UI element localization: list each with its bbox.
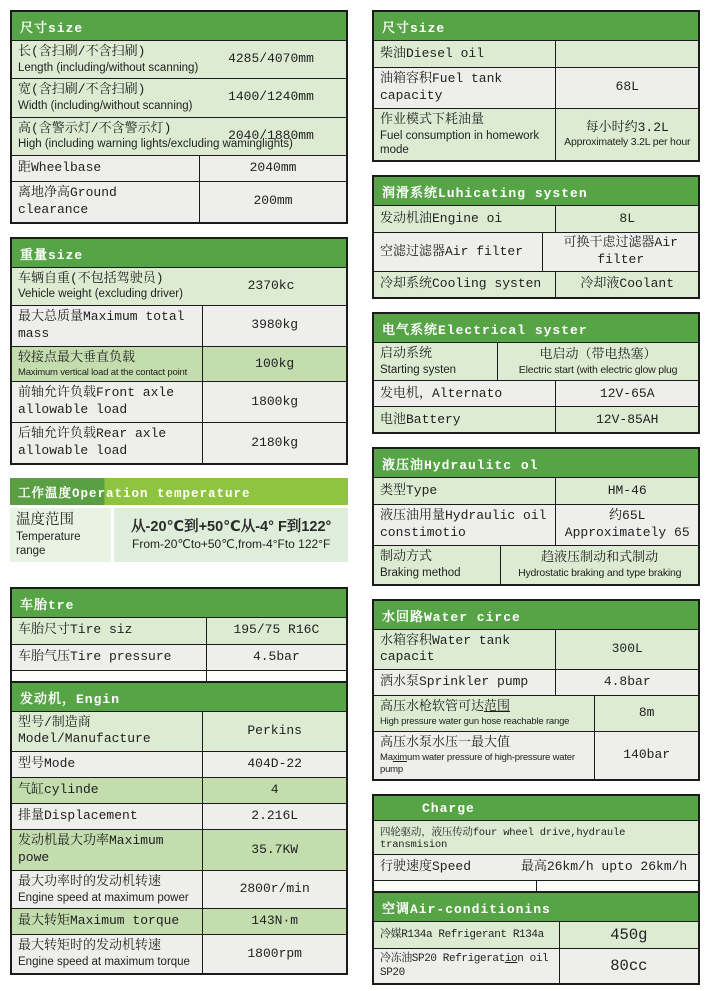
label-cell bbox=[374, 630, 555, 670]
table-weight-title: 重量size bbox=[12, 239, 346, 268]
label-line-cn: 排量Displacement bbox=[18, 808, 138, 824]
label-line-cn: 高压水泵水压一最大值 bbox=[380, 735, 511, 751]
label-line-cn bbox=[380, 952, 553, 981]
value-cell bbox=[555, 109, 698, 161]
table-engine-row bbox=[12, 803, 346, 829]
table-electrical-system-row bbox=[374, 343, 698, 380]
table-lubricating-system-row bbox=[374, 232, 698, 271]
value-cell bbox=[542, 233, 698, 271]
label-line-cn: 长(含扫刷/不含扫刷) bbox=[18, 44, 146, 59]
label-cell bbox=[12, 830, 202, 870]
table-operation-temperature bbox=[10, 478, 348, 562]
value-cell bbox=[497, 343, 698, 380]
value-line: 8L bbox=[619, 210, 636, 226]
table-tire-row bbox=[12, 670, 346, 681]
value-line: 从-20℃到+50℃从-4° F到122° bbox=[131, 518, 332, 535]
label-line-cn: 电池Battery bbox=[380, 411, 461, 427]
table-engine-row bbox=[12, 829, 346, 870]
label-cell bbox=[374, 407, 555, 432]
table-electrical-system-row bbox=[374, 380, 698, 406]
value-line: 100kg bbox=[255, 355, 295, 371]
label-cell bbox=[374, 233, 542, 271]
value-cell bbox=[555, 478, 698, 504]
label-line-en: Fuel consumption in homework mode bbox=[380, 129, 540, 157]
label-line-cn: 类型Type bbox=[380, 483, 438, 499]
label-line-cn: 型号Mode bbox=[18, 756, 76, 772]
label-cell bbox=[12, 752, 202, 777]
table-charge-title: Charge bbox=[374, 796, 698, 821]
value-cell bbox=[555, 41, 698, 67]
label-cell bbox=[12, 347, 202, 382]
value-line: 4 bbox=[270, 782, 279, 798]
label-line-cn: 发电机，Alternato bbox=[380, 385, 503, 401]
value-line: 趋液压制动和式制动 bbox=[541, 549, 659, 565]
label-line-en: Engine speed at maximum torque bbox=[18, 956, 190, 969]
value-cell bbox=[559, 922, 698, 948]
table-fuel-row bbox=[374, 67, 698, 108]
value-line-2: Electric start (with electric glow plug bbox=[518, 363, 678, 376]
table-water-circuit-title: 水回路Water circe bbox=[374, 601, 698, 630]
label-cell bbox=[374, 272, 555, 297]
value-cell bbox=[202, 712, 346, 752]
label-cell bbox=[374, 343, 497, 380]
label-line-cn: 行驶速度Speed bbox=[380, 858, 472, 874]
label-cell bbox=[12, 423, 202, 463]
table-lubricating-system-title: 润滑系统Luhicating systen bbox=[374, 177, 698, 206]
left-column bbox=[10, 10, 348, 975]
label-line-en-underlined: xim bbox=[392, 751, 407, 763]
label-line-en-segment: um water pressure of high-pressure water pump bbox=[380, 751, 575, 775]
value-line: 1800rpm bbox=[247, 945, 302, 961]
value-cell bbox=[202, 306, 346, 346]
label-line-cn: 液压油用量Hydraulic oil constimotio bbox=[380, 508, 547, 541]
label-cell bbox=[10, 508, 111, 562]
label-line-cn: 前轴允许负载Front axle allowable load bbox=[18, 385, 175, 418]
table-air-conditioning-title: 空调Air-conditionins bbox=[374, 893, 698, 922]
value-line: 可换干虑过滤器Air filter bbox=[563, 235, 678, 268]
label-line-cn: 宽(含扫刷/不含扫刷) bbox=[18, 82, 146, 98]
label-line-en: Length (including/without scanning) bbox=[18, 61, 199, 74]
table-water-circuit-row bbox=[374, 630, 698, 670]
table-weight-row bbox=[12, 305, 346, 346]
value-cell bbox=[202, 752, 346, 777]
value-cell bbox=[206, 671, 346, 681]
table-charge-row bbox=[374, 821, 698, 854]
value-line: 68L bbox=[615, 79, 639, 95]
value-cell bbox=[202, 909, 346, 934]
label-line-cn: 型号/制造商Model/Manufacture bbox=[18, 714, 151, 747]
table-engine-row bbox=[12, 908, 346, 934]
value-line: 404D-22 bbox=[247, 756, 302, 772]
label-line-cn: 水箱容积Water tank capacit bbox=[380, 632, 511, 665]
table-weight-row bbox=[12, 381, 346, 422]
value-line: 8m bbox=[638, 705, 655, 721]
label-line-en: Braking method bbox=[380, 567, 461, 580]
value-cell bbox=[555, 272, 698, 297]
table-electrical-system-title: 电气系统Electrical syster bbox=[374, 314, 698, 343]
label-line-cn: 最大总质量Maximum total mass bbox=[18, 308, 185, 341]
label-cell bbox=[374, 381, 555, 406]
value-cell bbox=[196, 79, 346, 116]
value-line: 1400/1240mm bbox=[228, 89, 314, 105]
value-line: 300L bbox=[611, 640, 643, 656]
table-weight-row bbox=[12, 268, 346, 305]
value-line: 2040/1880mm bbox=[228, 127, 314, 143]
table-engine-row bbox=[12, 777, 346, 803]
table-weight-row bbox=[12, 346, 346, 382]
table-air-conditioning-row bbox=[374, 922, 698, 948]
table-air-conditioning-row bbox=[374, 948, 698, 984]
label-cell bbox=[12, 618, 206, 644]
value-line: 4285/4070mm bbox=[228, 51, 314, 67]
table-dimensions-row bbox=[12, 41, 346, 78]
value-line: 2800r/min bbox=[239, 881, 310, 897]
value-cell bbox=[199, 156, 346, 181]
label-cell bbox=[374, 949, 559, 984]
value-line: 3980kg bbox=[251, 317, 299, 333]
value-cell bbox=[559, 949, 698, 984]
label-cell bbox=[12, 156, 199, 181]
table-weight bbox=[10, 237, 348, 465]
label-cell bbox=[12, 671, 206, 681]
table-engine-row bbox=[12, 934, 346, 972]
label-line-cn: 最大转矩时的发动机转速 bbox=[18, 938, 162, 954]
label-cell bbox=[12, 871, 202, 908]
value-line: 4.5bar bbox=[252, 648, 300, 664]
label-line-cn: 最大功率时的发动机转速 bbox=[18, 874, 162, 890]
table-dimensions-title: 尺寸size bbox=[12, 12, 346, 41]
value-cell bbox=[206, 618, 346, 644]
value-line: 12V-85AH bbox=[596, 411, 659, 427]
value-cell bbox=[555, 630, 698, 670]
label-cell bbox=[374, 505, 555, 545]
table-electrical-system bbox=[372, 312, 700, 434]
table-electrical-system-row bbox=[374, 406, 698, 432]
table-hydraulic-oil-row bbox=[374, 504, 698, 545]
label-line-cn: 后轴允许负载Rear axle allowable load bbox=[18, 426, 167, 459]
value-line-2: Approximately 3.2L per hour bbox=[564, 136, 691, 149]
label-cell bbox=[374, 922, 559, 948]
value-line-2: From-20℃to+50℃,from-4°Fto 122°F bbox=[132, 536, 331, 551]
value-line: 2370kc bbox=[247, 277, 295, 293]
table-hydraulic-oil-row bbox=[374, 545, 698, 583]
table-tire-row bbox=[12, 644, 346, 670]
label-line-cn: 空滤过滤器Air filter bbox=[380, 243, 524, 259]
value-cell bbox=[594, 696, 698, 731]
value-line: 140bar bbox=[623, 746, 671, 762]
label-cell bbox=[12, 909, 202, 934]
value-line: 冷却液Coolant bbox=[580, 276, 675, 292]
value-line: 最高26km/h upto 26km/h bbox=[520, 858, 688, 874]
label-cell bbox=[374, 68, 555, 108]
value-cell bbox=[111, 508, 348, 562]
value-line: 电启动（带电热塞） bbox=[539, 346, 657, 362]
table-hydraulic-oil-row bbox=[374, 478, 698, 504]
label-line-en bbox=[380, 752, 588, 776]
label-cell bbox=[374, 670, 555, 695]
label-cell bbox=[374, 41, 555, 67]
label-line-cn-segment: 冷冻油SP20 Refrigerat bbox=[380, 952, 505, 965]
value-line: HM-46 bbox=[607, 483, 647, 499]
table-water-circuit-row bbox=[374, 695, 698, 731]
label-line-cn: 制动方式 bbox=[380, 549, 433, 565]
value-line: Perkins bbox=[247, 722, 302, 738]
table-dimensions-row bbox=[12, 181, 346, 222]
value-cell bbox=[202, 830, 346, 870]
table-dimensions-row bbox=[12, 155, 346, 181]
value-line: 200mm bbox=[253, 193, 293, 209]
label-line-cn: 车胎气压Tire pressure bbox=[18, 648, 172, 664]
value-line: 2040mm bbox=[249, 159, 297, 175]
value-line: 2.216L bbox=[251, 808, 299, 824]
table-air-conditioning bbox=[372, 891, 700, 986]
table-charge-row bbox=[374, 880, 698, 891]
value-line: 35.7KW bbox=[251, 841, 299, 857]
value-cell bbox=[202, 778, 346, 803]
label-cell bbox=[12, 778, 202, 803]
table-fuel-row bbox=[374, 108, 698, 161]
table-dimensions-row bbox=[12, 117, 346, 155]
label-cell bbox=[374, 732, 594, 779]
table-water-circuit-row bbox=[374, 731, 698, 779]
value-cell bbox=[202, 935, 346, 972]
table-engine bbox=[10, 681, 348, 975]
table-lubricating-system bbox=[372, 175, 700, 299]
table-hydraulic-oil bbox=[372, 447, 700, 585]
label-line-cn: 油箱容积Fuel tank capacity bbox=[380, 71, 503, 103]
table-engine-title: 发动机，Engin bbox=[12, 683, 346, 712]
value-line: 12V-65A bbox=[599, 385, 655, 401]
label-line-cn: 距Wheelbase bbox=[18, 159, 102, 175]
label-line-cn-underlined: io bbox=[504, 952, 518, 965]
table-hydraulic-oil-title: 液压油Hydraulitc ol bbox=[374, 449, 698, 478]
label-line-en-segment: Ma bbox=[380, 751, 393, 763]
label-cell bbox=[374, 206, 555, 232]
value-cell bbox=[196, 118, 346, 155]
label-line-cn: 柴油Diesel oil bbox=[380, 45, 485, 61]
table-fuel bbox=[372, 10, 700, 162]
label-line-cn: 发动机油Engine oi bbox=[380, 210, 503, 226]
value-cell bbox=[555, 206, 698, 232]
table-dimensions bbox=[10, 10, 348, 224]
value-cell bbox=[196, 41, 346, 78]
label-cell bbox=[12, 804, 202, 829]
table-fuel-row bbox=[374, 41, 698, 67]
label-line-cn bbox=[380, 699, 588, 716]
label-line-cn-underlined: 范围 bbox=[484, 699, 511, 715]
label-line-en: Temperature range bbox=[16, 530, 81, 558]
label-line-en: High pressure water gun hose reachable range bbox=[380, 716, 570, 728]
table-fuel-title: 尺寸size bbox=[374, 12, 698, 41]
label-line-en: Width (including/without scanning) bbox=[18, 100, 193, 113]
value-line: 80cc bbox=[610, 956, 648, 975]
value-line: 4.8bar bbox=[603, 674, 651, 690]
label-line-en: High (including warning lights/excluding waminglights) bbox=[18, 138, 293, 151]
row-text: 四轮驱动，液压传动four wheel drive,hydraule transmision bbox=[380, 826, 626, 851]
table-weight-row bbox=[12, 422, 346, 463]
label-line-cn-segment: 高压水枪软管可达 bbox=[380, 699, 485, 715]
label-cell bbox=[374, 881, 536, 891]
label-line-cn-segment: n oil SP20 bbox=[380, 952, 549, 979]
table-water-circuit-row bbox=[374, 669, 698, 695]
label-line-cn: 发动机最大功率Maximum powe bbox=[18, 833, 164, 866]
label-line-cn: 冷却系统Cooling systen bbox=[380, 276, 542, 292]
label-line-cn: 最大转矩Maximum torque bbox=[18, 913, 180, 929]
value-line: 1800kg bbox=[251, 393, 299, 409]
label-line-cn: 高(含警示灯/不含警示灯) bbox=[18, 120, 172, 136]
label-line-en: Starting systen bbox=[380, 364, 457, 377]
value-cell bbox=[594, 732, 698, 779]
table-dimensions-row bbox=[12, 78, 346, 116]
table-lubricating-system-row bbox=[374, 206, 698, 232]
value-cell bbox=[500, 546, 698, 583]
label-line-cn: 洒水泵Sprinkler pump bbox=[380, 674, 529, 690]
value-cell bbox=[202, 804, 346, 829]
value-line: 约65L Approximately 65 bbox=[564, 508, 690, 541]
value-cell bbox=[510, 855, 698, 880]
table-lubricating-system-row bbox=[374, 271, 698, 297]
table-engine-row bbox=[12, 870, 346, 908]
value-cell bbox=[555, 505, 698, 545]
label-cell bbox=[12, 382, 202, 422]
table-tire-row bbox=[12, 618, 346, 644]
value-line: 195/75 R16C bbox=[233, 622, 320, 638]
table-operation-temperature-row bbox=[10, 508, 348, 562]
label-cell bbox=[374, 696, 594, 731]
table-operation-temperature-title: 工作温度Operation temperature bbox=[10, 478, 348, 508]
label-cell bbox=[12, 182, 199, 222]
label-line-cn: 作业模式下耗油量 bbox=[380, 111, 485, 127]
value-cell bbox=[555, 381, 698, 406]
value-line: 2180kg bbox=[251, 434, 299, 450]
label-line-en: Vehicle weight (excluding driver) bbox=[18, 288, 183, 301]
label-cell bbox=[12, 306, 202, 346]
label-line-cn: 车胎尺寸Tire siz bbox=[18, 622, 133, 638]
table-charge-row bbox=[374, 854, 698, 880]
value-cell bbox=[555, 670, 698, 695]
table-engine-row bbox=[12, 712, 346, 752]
table-charge bbox=[372, 794, 700, 893]
value-cell bbox=[555, 407, 698, 432]
label-cell bbox=[374, 478, 555, 504]
label-line-cn: 较接点最大垂直负载 bbox=[18, 349, 136, 365]
table-water-circuit bbox=[372, 599, 700, 781]
label-cell bbox=[12, 935, 202, 972]
value-line-2: Hydrostatic braking and type braking bbox=[518, 566, 682, 579]
value-cell bbox=[202, 347, 346, 382]
label-cell bbox=[374, 546, 500, 583]
value-line: 每小时约3.2L bbox=[585, 119, 669, 135]
label-line-cn: 冷媒R134a Refrigerant R134a bbox=[380, 928, 544, 941]
value-line: 450g bbox=[610, 925, 648, 944]
value-cell bbox=[202, 871, 346, 908]
table-tire-title: 车胎tre bbox=[12, 589, 346, 618]
value-cell bbox=[536, 881, 698, 891]
label-line-cn: 温度范围 bbox=[16, 511, 74, 528]
value-cell bbox=[202, 382, 346, 422]
label-line-cn: 启动系统 bbox=[380, 346, 433, 362]
label-line-cn: 气缸cylinde bbox=[18, 782, 99, 798]
value-cell bbox=[206, 645, 346, 670]
value-cell bbox=[555, 68, 698, 108]
label-cell bbox=[12, 712, 202, 752]
table-tire bbox=[10, 587, 348, 683]
value-line: 143N·m bbox=[251, 913, 299, 929]
label-cell bbox=[12, 645, 206, 670]
value-cell bbox=[199, 182, 346, 222]
label-cell bbox=[374, 855, 510, 880]
value-cell bbox=[202, 423, 346, 463]
right-column bbox=[372, 10, 700, 985]
label-cell bbox=[374, 109, 555, 161]
table-engine-row bbox=[12, 751, 346, 777]
value-cell bbox=[196, 268, 346, 305]
label-line-cn: 离地净高Ground clearance bbox=[18, 184, 117, 217]
label-line-en: Maximum vertical load at the contact point bbox=[18, 366, 188, 378]
label-line-cn: 车辆自重(不包括驾驶员) bbox=[18, 270, 164, 286]
label-line-en: Engine speed at maximum power bbox=[18, 892, 189, 904]
